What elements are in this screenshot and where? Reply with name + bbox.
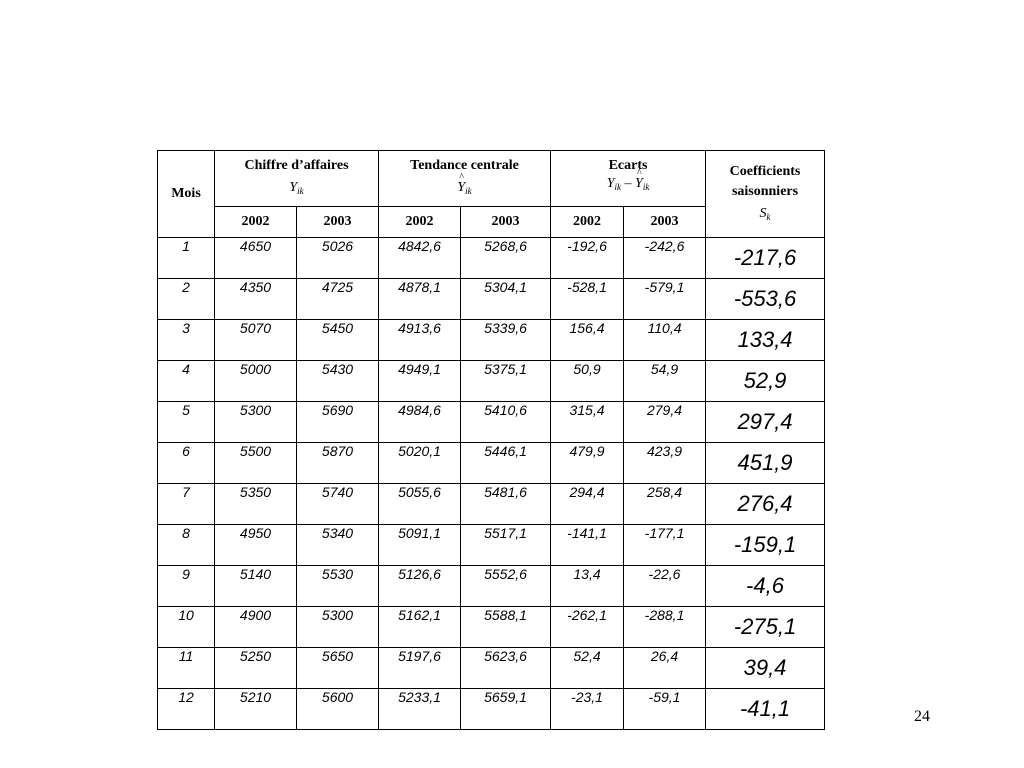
cell-tendance-2002: 5197,6 [379,648,461,689]
cell-ca-2002: 4650 [215,238,297,279]
formula-sk: $S_k$ [759,205,771,222]
cell-coefficient: 297,4 [706,402,825,443]
cell-mois: 6 [158,443,215,484]
cell-coefficient: 276,4 [706,484,825,525]
cell-mois: 1 [158,238,215,279]
header-year: 2003 [297,207,379,238]
cell-ecart-2003: 54,9 [624,361,706,402]
cell-tendance-2003: 5481,6 [461,484,551,525]
cell-coefficient: -275,1 [706,607,825,648]
cell-ca-2003: 5450 [297,320,379,361]
cell-tendance-2002: 4949,1 [379,361,461,402]
cell-ca-2003: 5430 [297,361,379,402]
cell-tendance-2002: 5162,1 [379,607,461,648]
cell-tendance-2003: 5375,1 [461,361,551,402]
cell-ecart-2002: 50,9 [551,361,624,402]
cell-tendance-2003: 5659,1 [461,689,551,730]
cell-coefficient: 451,9 [706,443,825,484]
cell-ca-2002: 5300 [215,402,297,443]
cell-ecart-2003: -242,6 [624,238,706,279]
table-row [158,566,825,607]
header-tendance-centrale [379,151,551,207]
cell-ecart-2003: 258,4 [624,484,706,525]
formula-ecart: $Y_{ik}$ – ^ $Y_{ik}$ [551,176,705,192]
header-chiffre-title: Chiffre d’affaires [244,158,349,173]
cell-ca-2002: 4900 [215,607,297,648]
cell-coefficient: -41,1 [706,689,825,730]
header-ecarts [551,151,706,207]
cell-ca-2002: 5250 [215,648,297,689]
cell-mois: 4 [158,361,215,402]
cell-coefficient: 133,4 [706,320,825,361]
cell-ca-2003: 5600 [297,689,379,730]
cell-ecart-2002: -262,1 [551,607,624,648]
cell-tendance-2002: 5126,6 [379,566,461,607]
cell-tendance-2002: 4878,1 [379,279,461,320]
cell-ecart-2002: -141,1 [551,525,624,566]
header-year: 2002 [215,207,297,238]
seasonal-coefficients-table [157,150,825,730]
header-year: 2003 [624,207,706,238]
header-coef-line2: saisonniers [731,183,799,199]
header-year: 2002 [551,207,624,238]
cell-ca-2003: 4725 [297,279,379,320]
header-coef-line1: Coefficients [729,163,801,179]
cell-ecart-2002: -528,1 [551,279,624,320]
formula-yik: $Y_{ik}$ [289,180,304,196]
cell-ca-2002: 5000 [215,361,297,402]
table-row [158,320,825,361]
cell-ecart-2002: -192,6 [551,238,624,279]
cell-ecart-2003: -579,1 [624,279,706,320]
cell-ca-2003: 5530 [297,566,379,607]
cell-tendance-2003: 5410,6 [461,402,551,443]
cell-tendance-2002: 4842,6 [379,238,461,279]
cell-ecart-2003: 26,4 [624,648,706,689]
cell-mois: 11 [158,648,215,689]
cell-mois: 12 [158,689,215,730]
table-row [158,484,825,525]
table-row [158,361,825,402]
cell-ecart-2002: -23,1 [551,689,624,730]
table-row [158,607,825,648]
table-body [158,238,825,730]
cell-tendance-2002: 5233,1 [379,689,461,730]
header-coefficients-saisonniers [706,151,825,238]
table-row [158,443,825,484]
cell-ecart-2003: 423,9 [624,443,706,484]
cell-tendance-2002: 5091,1 [379,525,461,566]
cell-tendance-2002: 5020,1 [379,443,461,484]
table-row [158,402,825,443]
cell-ecart-2003: -288,1 [624,607,706,648]
cell-coefficient: -217,6 [706,238,825,279]
cell-ca-2003: 5690 [297,402,379,443]
cell-ecart-2002: 479,9 [551,443,624,484]
cell-ca-2002: 4950 [215,525,297,566]
cell-tendance-2003: 5552,6 [461,566,551,607]
cell-coefficient: 52,9 [706,361,825,402]
cell-ca-2002: 5070 [215,320,297,361]
cell-ecart-2003: -177,1 [624,525,706,566]
cell-ca-2003: 5026 [297,238,379,279]
cell-ca-2003: 5740 [297,484,379,525]
cell-ecart-2002: 156,4 [551,320,624,361]
cell-mois: 5 [158,402,215,443]
cell-ca-2002: 5140 [215,566,297,607]
cell-mois: 8 [158,525,215,566]
cell-mois: 10 [158,607,215,648]
cell-tendance-2003: 5623,6 [461,648,551,689]
cell-ecart-2003: 110,4 [624,320,706,361]
table-row [158,525,825,566]
cell-ecart-2003: -59,1 [624,689,706,730]
cell-tendance-2003: 5339,6 [461,320,551,361]
header-mois: Mois [158,151,215,238]
cell-ca-2003: 5300 [297,607,379,648]
cell-tendance-2002: 5055,6 [379,484,461,525]
cell-coefficient: -4,6 [706,566,825,607]
cell-mois: 9 [158,566,215,607]
cell-ecart-2002: 52,4 [551,648,624,689]
cell-mois: 2 [158,279,215,320]
cell-ecart-2002: 315,4 [551,402,624,443]
cell-mois: 3 [158,320,215,361]
cell-tendance-2003: 5517,1 [461,525,551,566]
cell-tendance-2003: 5588,1 [461,607,551,648]
cell-ca-2003: 5340 [297,525,379,566]
cell-ecart-2002: 13,4 [551,566,624,607]
table-row [158,648,825,689]
cell-coefficient: -553,6 [706,279,825,320]
cell-ca-2003: 5650 [297,648,379,689]
cell-ca-2003: 5870 [297,443,379,484]
cell-ca-2002: 5500 [215,443,297,484]
cell-ecart-2002: 294,4 [551,484,624,525]
header-chiffre-affaires [215,151,379,207]
cell-tendance-2002: 4913,6 [379,320,461,361]
table-row [158,689,825,730]
cell-tendance-2003: 5268,6 [461,238,551,279]
cell-coefficient: 39,4 [706,648,825,689]
formula-yhat-ik: ^ $Y_{ik}$ [379,180,550,196]
table-row [158,238,825,279]
cell-coefficient: -159,1 [706,525,825,566]
cell-tendance-2003: 5304,1 [461,279,551,320]
header-year: 2002 [379,207,461,238]
cell-tendance-2003: 5446,1 [461,443,551,484]
cell-ca-2002: 5350 [215,484,297,525]
cell-ca-2002: 4350 [215,279,297,320]
page-number: 24 [914,708,930,725]
header-year: 2003 [461,207,551,238]
cell-ca-2002: 5210 [215,689,297,730]
cell-ecart-2003: -22,6 [624,566,706,607]
cell-ecart-2003: 279,4 [624,402,706,443]
header-ecarts-title: Ecarts [608,158,648,173]
table-row [158,279,825,320]
cell-tendance-2002: 4984,6 [379,402,461,443]
header-tendance-title: Tendance centrale [410,158,519,173]
cell-mois: 7 [158,484,215,525]
